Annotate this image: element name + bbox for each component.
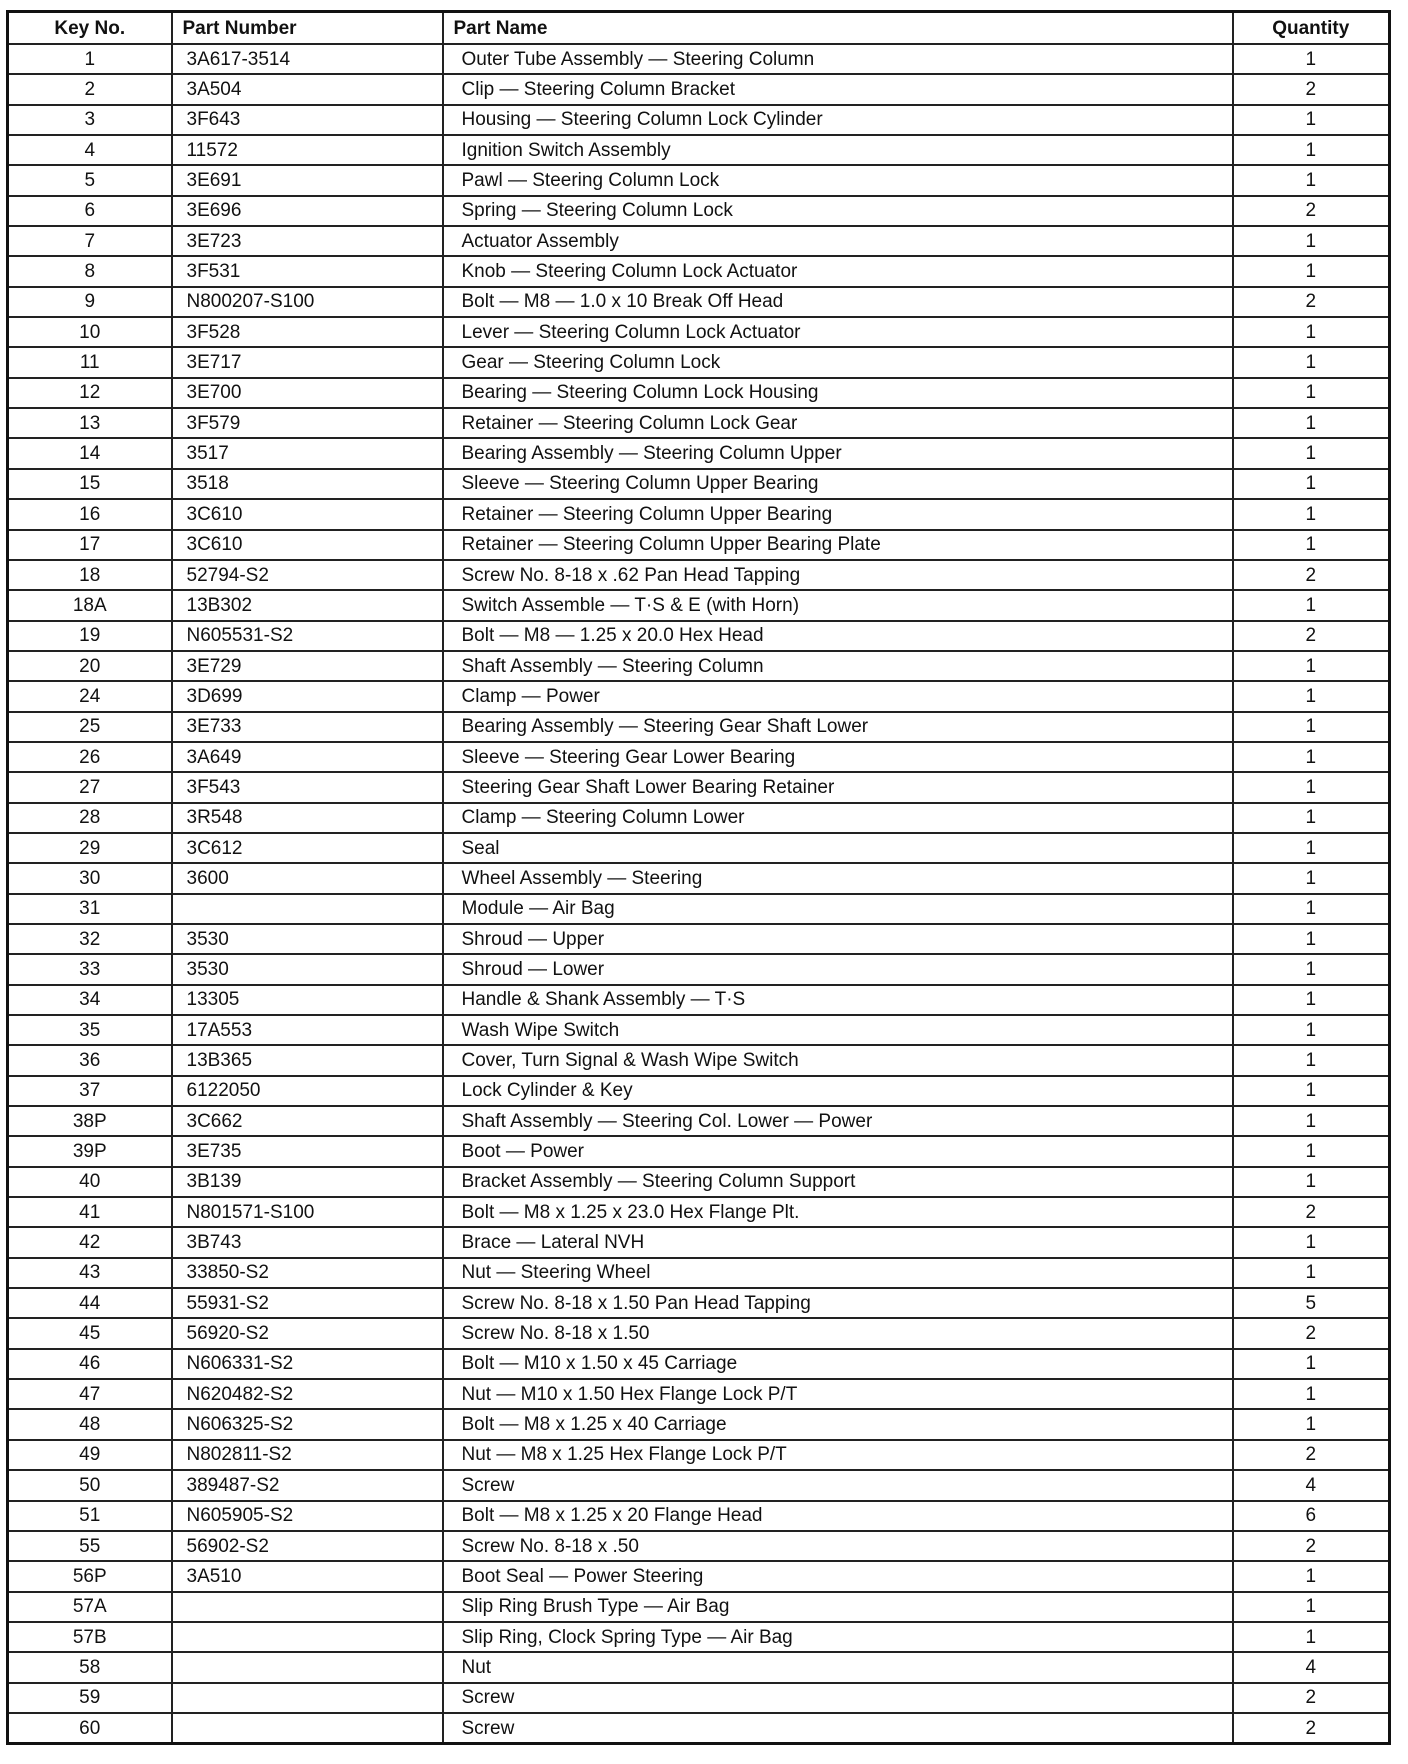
table-row (8, 317, 1390, 347)
part-number-cell: 3D699 (172, 681, 443, 711)
part-number-cell: 3A510 (172, 1561, 443, 1591)
part-number-cell: 3C610 (172, 530, 443, 560)
part-name-cell: Sleeve — Steering Column Upper Bearing (443, 469, 1233, 499)
part-number-cell: N606325-S2 (172, 1409, 443, 1439)
part-name-cell: Lever — Steering Column Lock Actuator (443, 317, 1233, 347)
table-row (8, 1288, 1390, 1318)
table-row (8, 803, 1390, 833)
table-row (8, 772, 1390, 802)
part-name-cell: Seal (443, 833, 1233, 863)
quantity-cell: 1 (1233, 1349, 1390, 1379)
table-row (8, 196, 1390, 226)
quantity-cell: 1 (1233, 469, 1390, 499)
part-number-cell: 3E700 (172, 378, 443, 408)
quantity-cell: 1 (1233, 1592, 1390, 1622)
table-row (8, 469, 1390, 499)
part-number-cell (172, 1622, 443, 1652)
quantity-cell: 1 (1233, 408, 1390, 438)
table-row (8, 1349, 1390, 1379)
key-no-cell: 34 (8, 985, 172, 1015)
quantity-cell: 1 (1233, 165, 1390, 195)
part-number-cell: 3530 (172, 954, 443, 984)
quantity-cell: 2 (1233, 74, 1390, 104)
table-row (8, 347, 1390, 377)
part-name-cell: Retainer — Steering Column Upper Bearing (443, 499, 1233, 529)
part-name-cell: Bolt — M8 x 1.25 x 20 Flange Head (443, 1501, 1233, 1531)
part-name-cell: Shaft Assembly — Steering Column (443, 651, 1233, 681)
part-name-cell: Bearing Assembly — Steering Column Upper (443, 438, 1233, 468)
part-number-cell: 3F531 (172, 256, 443, 286)
part-name-cell: Clamp — Power (443, 681, 1233, 711)
quantity-cell: 1 (1233, 226, 1390, 256)
part-name-cell: Ignition Switch Assembly (443, 135, 1233, 165)
table-row (8, 378, 1390, 408)
part-number-cell: 3A649 (172, 742, 443, 772)
table-row (8, 226, 1390, 256)
part-name-cell: Bracket Assembly — Steering Column Support (443, 1167, 1233, 1197)
quantity-cell: 2 (1233, 1197, 1390, 1227)
key-no-cell: 24 (8, 681, 172, 711)
quantity-cell: 1 (1233, 1106, 1390, 1136)
table-row (8, 924, 1390, 954)
table-row (8, 1227, 1390, 1257)
part-name-cell: Bearing — Steering Column Lock Housing (443, 378, 1233, 408)
part-number-cell: 13305 (172, 985, 443, 1015)
part-number-cell: 3C612 (172, 833, 443, 863)
part-name-cell: Retainer — Steering Column Upper Bearing Plate (443, 530, 1233, 560)
part-name-cell: Bolt — M8 — 1.0 x 10 Break Off Head (443, 287, 1233, 317)
key-no-cell: 20 (8, 651, 172, 681)
part-number-cell: 3E733 (172, 712, 443, 742)
header-quantity: Quantity (1233, 12, 1390, 45)
part-number-cell: 3C662 (172, 1106, 443, 1136)
table-row (8, 1409, 1390, 1439)
table-row (8, 165, 1390, 195)
part-name-cell: Cover, Turn Signal & Wash Wipe Switch (443, 1045, 1233, 1075)
table-row (8, 560, 1390, 590)
part-name-cell: Switch Assemble — T·S & E (with Horn) (443, 590, 1233, 620)
part-number-cell (172, 1713, 443, 1744)
quantity-cell: 1 (1233, 438, 1390, 468)
key-no-cell: 51 (8, 1501, 172, 1531)
part-name-cell: Shroud — Lower (443, 954, 1233, 984)
key-no-cell: 8 (8, 256, 172, 286)
part-name-cell: Nut — Steering Wheel (443, 1258, 1233, 1288)
part-number-cell: 3518 (172, 469, 443, 499)
part-name-cell: Nut — M10 x 1.50 Hex Flange Lock P/T (443, 1379, 1233, 1409)
quantity-cell: 1 (1233, 651, 1390, 681)
part-number-cell: 3B743 (172, 1227, 443, 1257)
key-no-cell: 19 (8, 621, 172, 651)
part-number-cell: N605905-S2 (172, 1501, 443, 1531)
quantity-cell: 2 (1233, 1318, 1390, 1348)
quantity-cell: 1 (1233, 530, 1390, 560)
quantity-cell: 1 (1233, 954, 1390, 984)
part-number-cell: 56902-S2 (172, 1531, 443, 1561)
part-name-cell: Nut — M8 x 1.25 Hex Flange Lock P/T (443, 1440, 1233, 1470)
quantity-cell: 2 (1233, 560, 1390, 590)
header-key-no: Key No. (8, 12, 172, 45)
key-no-cell: 31 (8, 894, 172, 924)
part-number-cell: 3E717 (172, 347, 443, 377)
part-name-cell: Screw (443, 1683, 1233, 1713)
table-row (8, 1258, 1390, 1288)
header-part-number: Part Number (172, 12, 443, 45)
quantity-cell: 1 (1233, 590, 1390, 620)
key-no-cell: 7 (8, 226, 172, 256)
quantity-cell: 2 (1233, 1531, 1390, 1561)
part-number-cell: 11572 (172, 135, 443, 165)
part-number-cell: 33850-S2 (172, 1258, 443, 1288)
key-no-cell: 6 (8, 196, 172, 226)
part-number-cell: 3517 (172, 438, 443, 468)
part-number-cell: 3E696 (172, 196, 443, 226)
part-name-cell: Bolt — M8 x 1.25 x 40 Carriage (443, 1409, 1233, 1439)
key-no-cell: 5 (8, 165, 172, 195)
part-number-cell: N800207-S100 (172, 287, 443, 317)
quantity-cell: 1 (1233, 1015, 1390, 1045)
part-name-cell: Wash Wipe Switch (443, 1015, 1233, 1045)
key-no-cell: 27 (8, 772, 172, 802)
part-number-cell: N801571-S100 (172, 1197, 443, 1227)
quantity-cell: 1 (1233, 924, 1390, 954)
part-number-cell: 3530 (172, 924, 443, 954)
table-row (8, 712, 1390, 742)
part-number-cell: 3A504 (172, 74, 443, 104)
table-row (8, 438, 1390, 468)
key-no-cell: 49 (8, 1440, 172, 1470)
part-name-cell: Wheel Assembly — Steering (443, 863, 1233, 893)
part-name-cell: Slip Ring Brush Type — Air Bag (443, 1592, 1233, 1622)
table-row (8, 1379, 1390, 1409)
part-number-cell: 3E691 (172, 165, 443, 195)
part-name-cell: Clamp — Steering Column Lower (443, 803, 1233, 833)
key-no-cell: 41 (8, 1197, 172, 1227)
part-number-cell: N606331-S2 (172, 1349, 443, 1379)
quantity-cell: 1 (1233, 1045, 1390, 1075)
key-no-cell: 30 (8, 863, 172, 893)
quantity-cell: 1 (1233, 378, 1390, 408)
key-no-cell: 60 (8, 1713, 172, 1744)
quantity-cell: 6 (1233, 1501, 1390, 1531)
quantity-cell: 2 (1233, 287, 1390, 317)
quantity-cell: 1 (1233, 499, 1390, 529)
table-row (8, 1561, 1390, 1591)
part-name-cell: Slip Ring, Clock Spring Type — Air Bag (443, 1622, 1233, 1652)
quantity-cell: 1 (1233, 681, 1390, 711)
key-no-cell: 15 (8, 469, 172, 499)
part-number-cell: 3F543 (172, 772, 443, 802)
part-name-cell: Module — Air Bag (443, 894, 1233, 924)
quantity-cell: 1 (1233, 1167, 1390, 1197)
table-row (8, 621, 1390, 651)
part-name-cell: Bolt — M10 x 1.50 x 45 Carriage (443, 1349, 1233, 1379)
key-no-cell: 55 (8, 1531, 172, 1561)
part-name-cell: Nut (443, 1652, 1233, 1682)
part-number-cell: 13B302 (172, 590, 443, 620)
quantity-cell: 5 (1233, 1288, 1390, 1318)
key-no-cell: 10 (8, 317, 172, 347)
part-number-cell: N605531-S2 (172, 621, 443, 651)
table-row (8, 1652, 1390, 1682)
key-no-cell: 48 (8, 1409, 172, 1439)
part-name-cell: Bearing Assembly — Steering Gear Shaft Lower (443, 712, 1233, 742)
table-row (8, 74, 1390, 104)
table-row (8, 1045, 1390, 1075)
key-no-cell: 33 (8, 954, 172, 984)
part-number-cell: 52794-S2 (172, 560, 443, 590)
part-number-cell: 3B139 (172, 1167, 443, 1197)
part-number-cell: 3E735 (172, 1136, 443, 1166)
key-no-cell: 11 (8, 347, 172, 377)
part-number-cell: 3E729 (172, 651, 443, 681)
part-name-cell: Lock Cylinder & Key (443, 1076, 1233, 1106)
part-name-cell: Screw (443, 1470, 1233, 1500)
quantity-cell: 1 (1233, 894, 1390, 924)
part-name-cell: Knob — Steering Column Lock Actuator (443, 256, 1233, 286)
quantity-cell: 1 (1233, 105, 1390, 135)
quantity-cell: 1 (1233, 317, 1390, 347)
key-no-cell: 42 (8, 1227, 172, 1257)
quantity-cell: 1 (1233, 347, 1390, 377)
table-row (8, 894, 1390, 924)
key-no-cell: 12 (8, 378, 172, 408)
part-name-cell: Handle & Shank Assembly — T·S (443, 985, 1233, 1015)
table-row (8, 1015, 1390, 1045)
part-name-cell: Clip — Steering Column Bracket (443, 74, 1233, 104)
quantity-cell: 1 (1233, 1227, 1390, 1257)
table-row (8, 499, 1390, 529)
key-no-cell: 26 (8, 742, 172, 772)
key-no-cell: 47 (8, 1379, 172, 1409)
quantity-cell: 1 (1233, 1561, 1390, 1591)
part-name-cell: Screw (443, 1713, 1233, 1744)
key-no-cell: 45 (8, 1318, 172, 1348)
key-no-cell: 43 (8, 1258, 172, 1288)
key-no-cell: 46 (8, 1349, 172, 1379)
key-no-cell: 1 (8, 44, 172, 74)
key-no-cell: 3 (8, 105, 172, 135)
key-no-cell: 16 (8, 499, 172, 529)
quantity-cell: 2 (1233, 621, 1390, 651)
quantity-cell: 2 (1233, 1683, 1390, 1713)
key-no-cell: 9 (8, 287, 172, 317)
key-no-cell: 57B (8, 1622, 172, 1652)
quantity-cell: 1 (1233, 863, 1390, 893)
table-row (8, 651, 1390, 681)
key-no-cell: 13 (8, 408, 172, 438)
part-number-cell (172, 1592, 443, 1622)
table-row (8, 742, 1390, 772)
quantity-cell: 1 (1233, 1622, 1390, 1652)
part-name-cell: Actuator Assembly (443, 226, 1233, 256)
table-row (8, 1531, 1390, 1561)
key-no-cell: 38P (8, 1106, 172, 1136)
quantity-cell: 4 (1233, 1470, 1390, 1500)
table-row (8, 1683, 1390, 1713)
table-row (8, 135, 1390, 165)
part-name-cell: Pawl — Steering Column Lock (443, 165, 1233, 195)
part-number-cell (172, 1652, 443, 1682)
part-name-cell: Outer Tube Assembly — Steering Column (443, 44, 1233, 74)
quantity-cell: 1 (1233, 712, 1390, 742)
header-part-name: Part Name (443, 12, 1233, 45)
part-name-cell: Boot — Power (443, 1136, 1233, 1166)
part-number-cell: 389487-S2 (172, 1470, 443, 1500)
key-no-cell: 40 (8, 1167, 172, 1197)
table-row (8, 1106, 1390, 1136)
quantity-cell: 1 (1233, 44, 1390, 74)
part-name-cell: Screw No. 8-18 x 1.50 (443, 1318, 1233, 1348)
quantity-cell: 1 (1233, 803, 1390, 833)
key-no-cell: 35 (8, 1015, 172, 1045)
quantity-cell: 1 (1233, 833, 1390, 863)
quantity-cell: 1 (1233, 1258, 1390, 1288)
key-no-cell: 36 (8, 1045, 172, 1075)
table-row (8, 954, 1390, 984)
table-row (8, 1470, 1390, 1500)
table-row (8, 530, 1390, 560)
key-no-cell: 50 (8, 1470, 172, 1500)
table-row (8, 863, 1390, 893)
table-row (8, 287, 1390, 317)
key-no-cell: 25 (8, 712, 172, 742)
quantity-cell: 1 (1233, 772, 1390, 802)
part-number-cell: 17A553 (172, 1015, 443, 1045)
table-row (8, 1167, 1390, 1197)
quantity-cell: 1 (1233, 742, 1390, 772)
key-no-cell: 44 (8, 1288, 172, 1318)
parts-table-body (8, 44, 1390, 1744)
part-number-cell: 3F643 (172, 105, 443, 135)
table-row (8, 1318, 1390, 1348)
quantity-cell: 2 (1233, 196, 1390, 226)
quantity-cell: 1 (1233, 985, 1390, 1015)
key-no-cell: 29 (8, 833, 172, 863)
key-no-cell: 32 (8, 924, 172, 954)
quantity-cell: 1 (1233, 1136, 1390, 1166)
part-name-cell: Screw No. 8-18 x .50 (443, 1531, 1233, 1561)
quantity-cell: 1 (1233, 256, 1390, 286)
part-name-cell: Sleeve — Steering Gear Lower Bearing (443, 742, 1233, 772)
quantity-cell: 1 (1233, 135, 1390, 165)
part-name-cell: Spring — Steering Column Lock (443, 196, 1233, 226)
part-name-cell: Retainer — Steering Column Lock Gear (443, 408, 1233, 438)
table-row (8, 105, 1390, 135)
part-name-cell: Gear — Steering Column Lock (443, 347, 1233, 377)
quantity-cell: 1 (1233, 1409, 1390, 1439)
part-name-cell: Shroud — Upper (443, 924, 1233, 954)
key-no-cell: 37 (8, 1076, 172, 1106)
parts-list-sheet (6, 10, 1388, 1745)
part-name-cell: Bolt — M8 x 1.25 x 23.0 Hex Flange Plt. (443, 1197, 1233, 1227)
part-name-cell: Housing — Steering Column Lock Cylinder (443, 105, 1233, 135)
key-no-cell: 18A (8, 590, 172, 620)
table-row (8, 1501, 1390, 1531)
key-no-cell: 4 (8, 135, 172, 165)
part-number-cell: 3F579 (172, 408, 443, 438)
table-row (8, 681, 1390, 711)
table-header-row (8, 12, 1390, 45)
part-number-cell: 3E723 (172, 226, 443, 256)
key-no-cell: 58 (8, 1652, 172, 1682)
part-number-cell (172, 894, 443, 924)
part-number-cell: 3R548 (172, 803, 443, 833)
key-no-cell: 28 (8, 803, 172, 833)
key-no-cell: 56P (8, 1561, 172, 1591)
table-row (8, 1197, 1390, 1227)
quantity-cell: 1 (1233, 1076, 1390, 1106)
part-name-cell: Bolt — M8 — 1.25 x 20.0 Hex Head (443, 621, 1233, 651)
quantity-cell: 4 (1233, 1652, 1390, 1682)
part-number-cell: 3C610 (172, 499, 443, 529)
part-number-cell: N802811-S2 (172, 1440, 443, 1470)
table-row (8, 1592, 1390, 1622)
table-row (8, 1440, 1390, 1470)
key-no-cell: 17 (8, 530, 172, 560)
quantity-cell: 1 (1233, 1379, 1390, 1409)
key-no-cell: 14 (8, 438, 172, 468)
part-number-cell: 6122050 (172, 1076, 443, 1106)
table-row (8, 1076, 1390, 1106)
table-row (8, 1136, 1390, 1166)
part-name-cell: Brace — Lateral NVH (443, 1227, 1233, 1257)
table-row (8, 833, 1390, 863)
part-number-cell: 13B365 (172, 1045, 443, 1075)
part-number-cell: 56920-S2 (172, 1318, 443, 1348)
part-number-cell (172, 1683, 443, 1713)
part-name-cell: Boot Seal — Power Steering (443, 1561, 1233, 1591)
key-no-cell: 57A (8, 1592, 172, 1622)
key-no-cell: 39P (8, 1136, 172, 1166)
part-name-cell: Shaft Assembly — Steering Col. Lower — Power (443, 1106, 1233, 1136)
part-number-cell: N620482-S2 (172, 1379, 443, 1409)
table-row (8, 44, 1390, 74)
key-no-cell: 2 (8, 74, 172, 104)
part-number-cell: 55931-S2 (172, 1288, 443, 1318)
part-number-cell: 3600 (172, 863, 443, 893)
table-row (8, 408, 1390, 438)
part-name-cell: Screw No. 8-18 x 1.50 Pan Head Tapping (443, 1288, 1233, 1318)
key-no-cell: 59 (8, 1683, 172, 1713)
part-number-cell: 3F528 (172, 317, 443, 347)
table-row (8, 1622, 1390, 1652)
table-row (8, 985, 1390, 1015)
table-row (8, 256, 1390, 286)
part-number-cell: 3A617-3514 (172, 44, 443, 74)
part-name-cell: Steering Gear Shaft Lower Bearing Retainer (443, 772, 1233, 802)
quantity-cell: 2 (1233, 1713, 1390, 1744)
table-row (8, 1713, 1390, 1744)
quantity-cell: 2 (1233, 1440, 1390, 1470)
parts-table (6, 10, 1391, 1745)
part-name-cell: Screw No. 8-18 x .62 Pan Head Tapping (443, 560, 1233, 590)
table-row (8, 590, 1390, 620)
key-no-cell: 18 (8, 560, 172, 590)
